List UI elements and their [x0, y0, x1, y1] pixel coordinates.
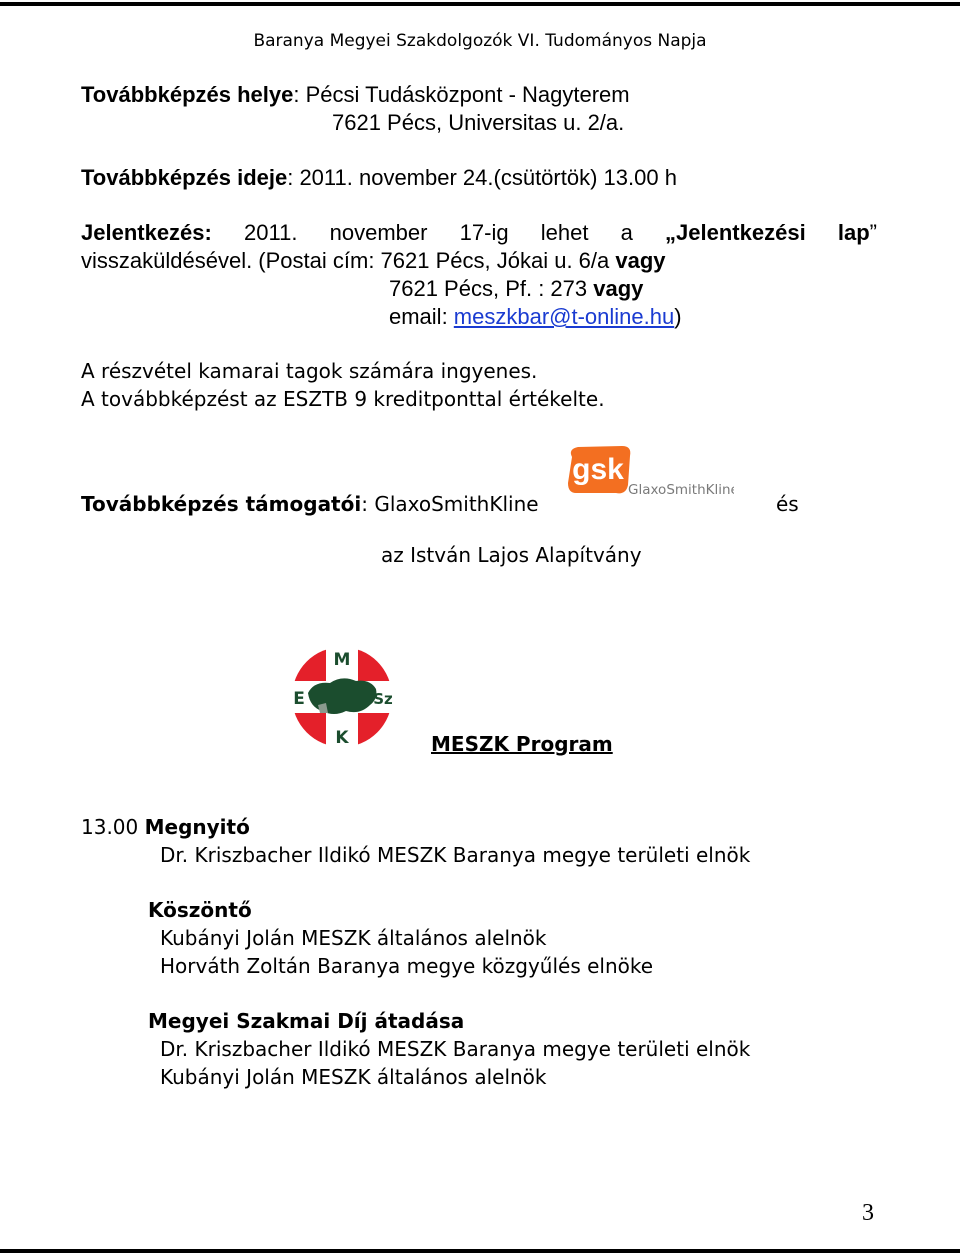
bottom-border	[0, 1249, 960, 1253]
svg-text:Sz: Sz	[373, 690, 393, 708]
program-person: Kubányi Jolán MESZK általános alelnök	[160, 926, 547, 950]
email-line: email: meszkbar@t-online.hu)	[389, 304, 682, 329]
pobox-line: 7621 Pécs, Pf. : 273 vagy	[389, 276, 644, 301]
venue-name: : Pécsi Tudásközpont - Nagyterem	[293, 82, 630, 107]
gsk-logo	[564, 443, 734, 508]
svg-text:E: E	[293, 689, 305, 709]
form-name: „Jelentkezési	[665, 220, 806, 245]
reg-word: november	[329, 220, 428, 245]
venue-label: Továbbképzés helye	[81, 82, 294, 107]
meszk-logo	[290, 645, 394, 749]
registration-line	[81, 220, 877, 246]
program-item-opening	[81, 815, 250, 839]
program-title: MESZK Program	[431, 732, 613, 756]
form-name-2: lap”	[837, 220, 877, 245]
svg-text:M: M	[333, 650, 351, 670]
program-item-title: Megnyitó	[144, 815, 250, 839]
program-time: 13.00	[81, 815, 145, 839]
program-person: Dr. Kriszbacher Ildikó MESZK Baranya megye területi elnök	[160, 1037, 751, 1061]
registration-label: Jelentkezés:	[81, 220, 212, 245]
sponsors-line	[81, 492, 539, 516]
venue-address: 7621 Pécs, Universitas u. 2/a.	[332, 110, 625, 135]
gsk-logo-letters: gsk	[572, 453, 624, 486]
program-person: Horváth Zoltán Baranya megye közgyűlés elnöke	[160, 954, 654, 978]
email-link[interactable]: meszkbar@t-online.hu	[453, 304, 675, 329]
svg-text:K: K	[335, 728, 349, 748]
postal-line: visszaküldésével. (Postai cím: 7621 Pécs, Jókai u. 6/a vagy	[81, 248, 666, 273]
sponsor-first: : GlaxoSmithKline	[361, 492, 539, 516]
program-item-title: Köszöntő	[148, 898, 252, 922]
venue-line	[81, 82, 630, 108]
reg-word: a	[620, 220, 633, 245]
time-line	[81, 165, 677, 191]
or-word: vagy	[593, 276, 644, 301]
reg-word: lehet	[540, 220, 589, 245]
program-item-title: Megyei Szakmai Díj átadása	[148, 1009, 465, 1033]
time-label: Továbbképzés ideje	[81, 165, 288, 190]
top-border	[0, 2, 960, 6]
page-header: Baranya Megyei Szakdolgozók VI. Tudományos Napja	[253, 31, 707, 51]
or-word: vagy	[615, 248, 666, 273]
sponsors-and: és	[776, 492, 799, 516]
sponsors-label: Továbbképzés támogatói	[81, 492, 362, 516]
time-value: : 2011. november 24.(csütörtök) 13.00 h	[287, 165, 677, 190]
sponsor-second: az István Lajos Alapítvány	[381, 543, 642, 567]
free-note: A részvétel kamarai tagok számára ingyenes.	[81, 359, 538, 383]
page-number: 3	[862, 1200, 874, 1226]
program-person: Kubányi Jolán MESZK általános alelnök	[160, 1065, 547, 1089]
reg-word: 17-ig	[459, 220, 509, 245]
credits-note: A továbbképzést az ESZTB 9 kreditponttal értékelte.	[81, 387, 605, 411]
gsk-logo-wordmark: GlaxoSmithKline	[628, 482, 734, 498]
meszk-logo-graphic	[290, 645, 394, 749]
program-person: Dr. Kriszbacher Ildikó MESZK Baranya megye területi elnök	[160, 843, 751, 867]
gsk-logo-graphic	[564, 443, 734, 508]
reg-word: 2011.	[244, 220, 298, 245]
